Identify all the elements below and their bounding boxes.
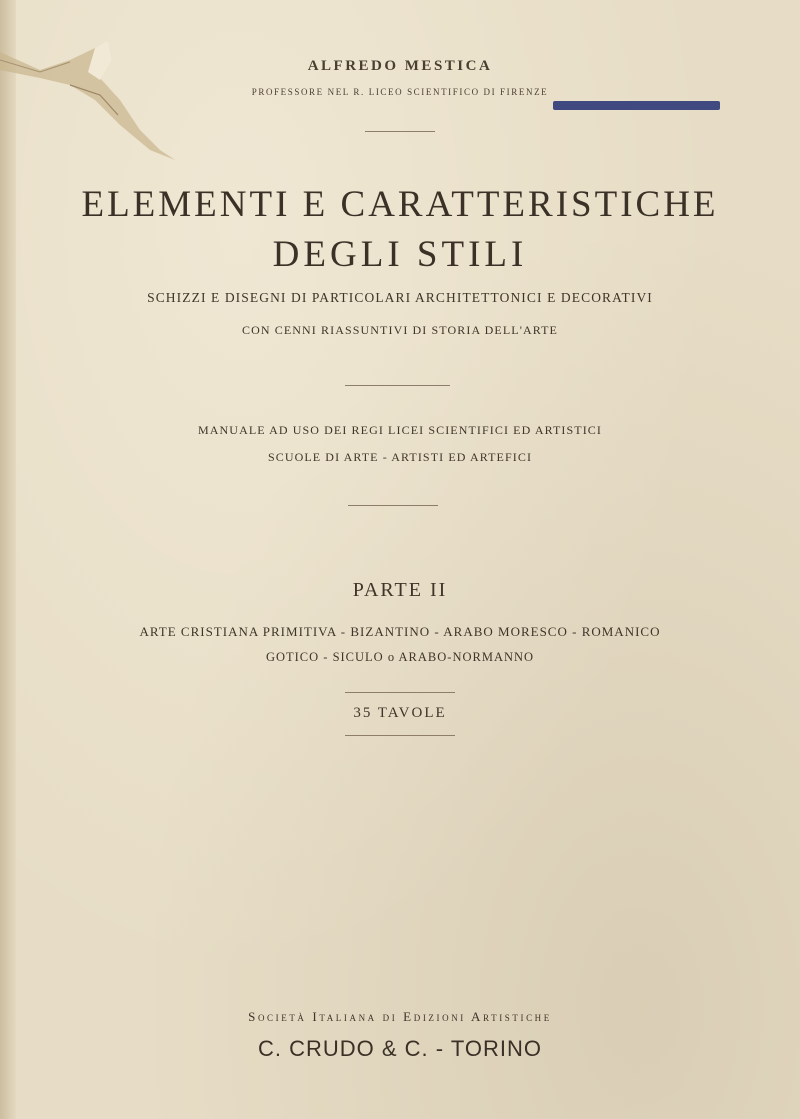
publisher-name: Società Italiana di Edizioni Artistiche bbox=[248, 1009, 552, 1024]
plates-count: 35 TAVOLE bbox=[353, 705, 447, 721]
blue-ink-mark bbox=[553, 101, 720, 110]
styles-line1: ARTE CRISTIANA PRIMITIVA - BIZANTINO - ARABO MORESCO - ROMANICO bbox=[139, 624, 661, 639]
subtitle-line2: CON CENNI RIASSUNTIVI DI STORIA DELL'ARTE bbox=[242, 323, 558, 337]
author-title: PROFESSORE NEL R. LICEO SCIENTIFICO DI FIRENZE bbox=[251, 87, 549, 97]
divider-rule bbox=[345, 692, 455, 693]
manual-line1: MANUALE AD USO DEI REGI LICEI SCIENTIFICI ED ARTISTICI bbox=[198, 423, 602, 437]
styles-line2: GOTICO - SICULO o ARABO-NORMANNO bbox=[265, 650, 535, 664]
book-title-line2: DEGLI STILI bbox=[272, 234, 528, 275]
author-name: ALFREDO MESTICA bbox=[307, 58, 493, 74]
subtitle-line1: SCHIZZI E DISEGNI DI PARTICOLARI ARCHITETTONICI E DECORATIVI bbox=[147, 290, 653, 305]
manual-line2: SCUOLE DI ARTE - ARTISTI ED ARTEFICI bbox=[267, 450, 533, 464]
part-label: PARTE II bbox=[352, 579, 448, 601]
torn-corner bbox=[0, 0, 200, 170]
divider-rule bbox=[365, 131, 435, 132]
divider-rule bbox=[345, 735, 455, 736]
book-title-line1: ELEMENTI E CARATTERISTICHE bbox=[81, 184, 719, 225]
divider-rule bbox=[348, 505, 438, 506]
publisher-imprint: C. CRUDO & C. - TORINO bbox=[258, 1036, 542, 1061]
divider-rule bbox=[345, 385, 450, 386]
